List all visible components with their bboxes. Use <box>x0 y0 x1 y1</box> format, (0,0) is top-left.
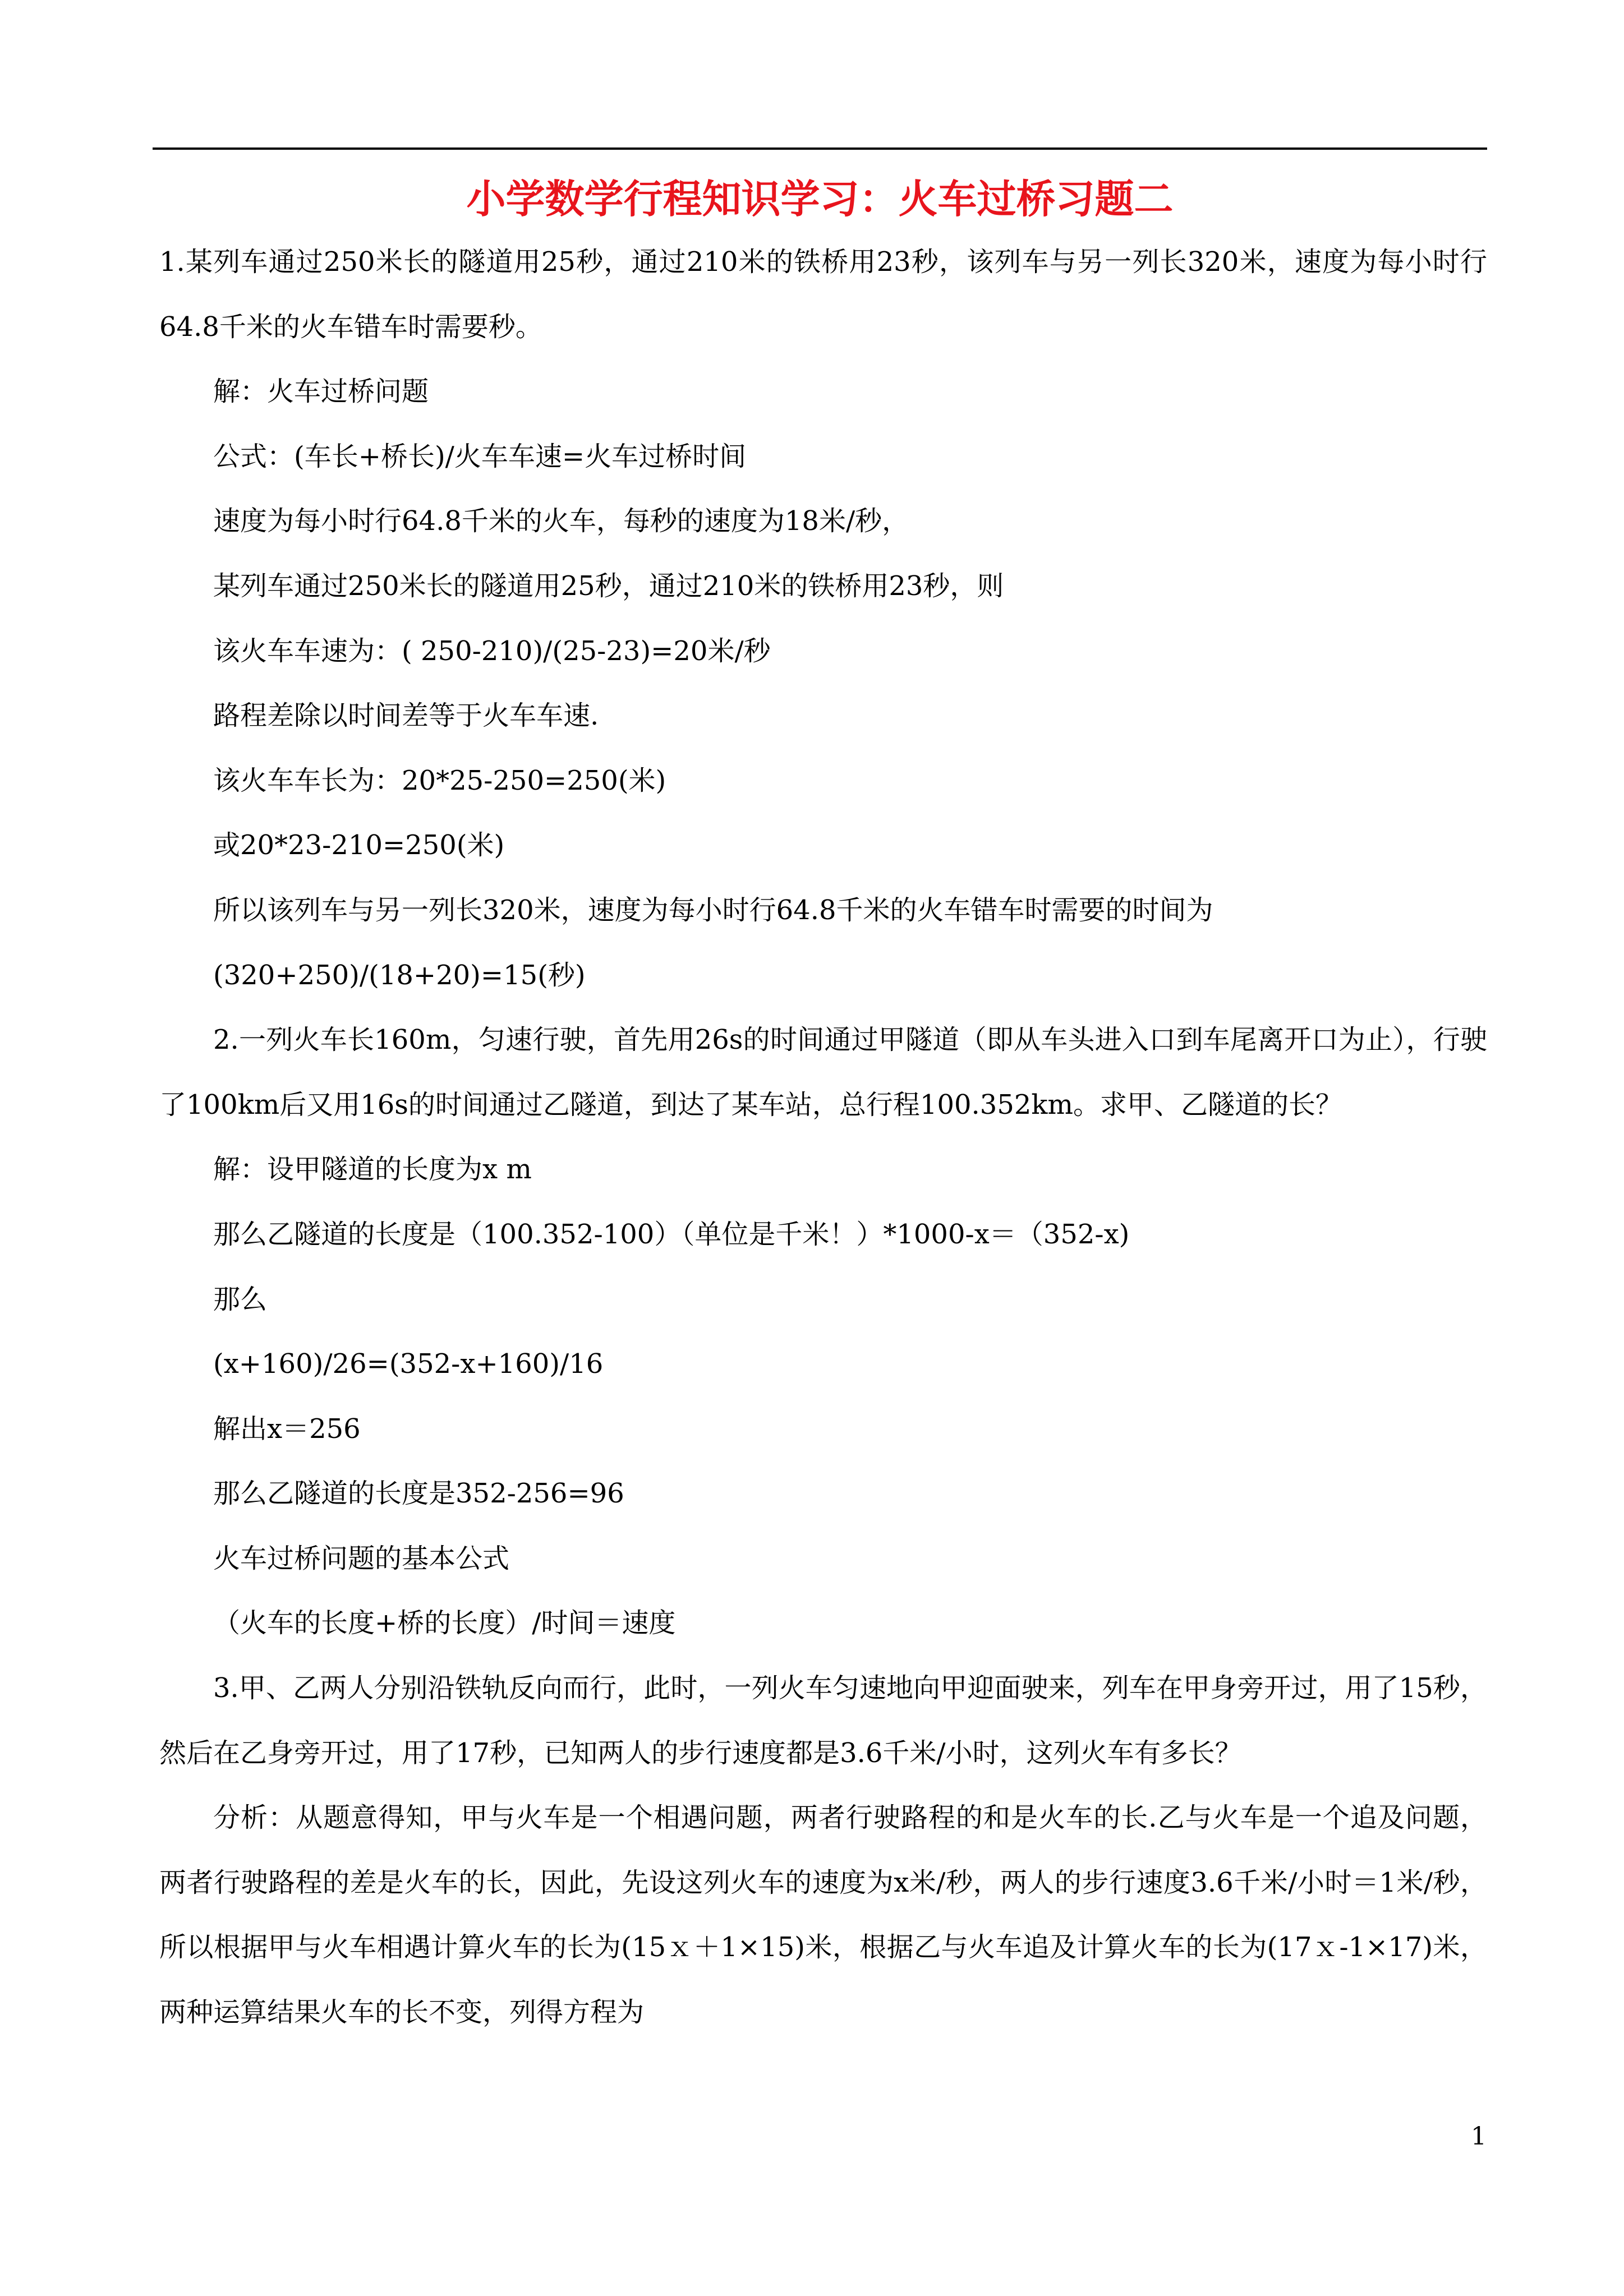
solution-2-step: 那么 <box>213 1283 268 1315</box>
solution-1-step: 该火车车速为：( 250-210)/(25-23)=20米/秒 <box>213 635 771 667</box>
analysis-3-text: 分析：从题意得知，甲与火车是一个相遇问题，两者行驶路程的和是火车的长.乙与火车是一个追及问题，两者行驶路程的差是火车的长，因此，先设这列火车的速度为x米/秒，两人的步行速度3.6千米/小时＝1米/秒，所以根据甲与火车相遇计算火车的长为(15ｘ＋1×15)米，根据乙与火车追及计算火车的长为(17ｘ-1×17)米，两种运算结果火车的长不变，列得方程为 <box>159 1802 1487 2028</box>
solution-1-formula: 公式：(车长+桥长)/火车车速=火车过桥时间 <box>213 440 747 472</box>
solution-2-answer: 那么乙隧道的长度是352-256=96 <box>213 1478 624 1510</box>
question-3-text: 3.甲、乙两人分别沿铁轨反向而行，此时，一列火车匀速地向甲迎面驶来，列车在甲身旁开过，用了15秒，然后在乙身旁开过，用了17秒，已知两人的步行速度都是3.6千米/小时，这列火车有多长？ <box>159 1672 1487 1769</box>
page-number: 1 <box>1471 2122 1487 2151</box>
solution-2-equation: (x+160)/26=(352-x+160)/16 <box>213 1348 604 1380</box>
question-2-text: 2.一列火车长160m，匀速行驶，首先用26s的时间通过甲隧道（即从车头进入口到车尾离开口为止），行驶了100km后又用16s的时间通过乙隧道，到达了某车站，总行程100.352km。求甲、乙隧道的长？ <box>159 1024 1487 1121</box>
solution-1-step: 速度为每小时行64.8千米的火车，每秒的速度为18米/秒， <box>213 505 909 537</box>
solution-1-step: 某列车通过250米长的隧道用25秒，通过210米的铁桥用23秒，则 <box>213 570 1004 602</box>
formula-heading: 火车过桥问题的基本公式 <box>213 1542 510 1574</box>
document-title: 小学数学行程知识学习：火车过桥习题二 <box>466 176 1174 222</box>
formula-text: （火车的长度+桥的长度）/时间＝速度 <box>213 1607 676 1639</box>
solution-2-step: 解：设甲隧道的长度为x m <box>213 1154 532 1186</box>
question-1-text: 1.某列车通过250米长的隧道用25秒，通过210米的铁桥用23秒，该列车与另一列长320米，速度为每小时行64.8千米的火车错车时需要秒。 <box>159 246 1487 343</box>
solution-1-step: 所以该列车与另一列长320米，速度为每小时行64.8千米的火车错车时需要的时间为 <box>213 894 1213 926</box>
solution-1-step: 或20*23-210=250(米) <box>213 829 505 861</box>
solution-1-heading: 解：火车过桥问题 <box>213 376 429 408</box>
solution-1-answer: (320+250)/(18+20)=15(秒) <box>213 959 586 991</box>
solution-1-step: 该火车车长为：20*25-250=250(米) <box>213 764 666 796</box>
header-rule <box>153 147 1487 150</box>
solution-2-step: 解出x＝256 <box>213 1413 361 1445</box>
solution-1-step: 路程差除以时间差等于火车车速. <box>213 700 599 732</box>
solution-2-step: 那么乙隧道的长度是（100.352-100）（单位是千米！）*1000-x＝（352-x) <box>213 1218 1130 1250</box>
document-body <box>159 230 1487 2045</box>
